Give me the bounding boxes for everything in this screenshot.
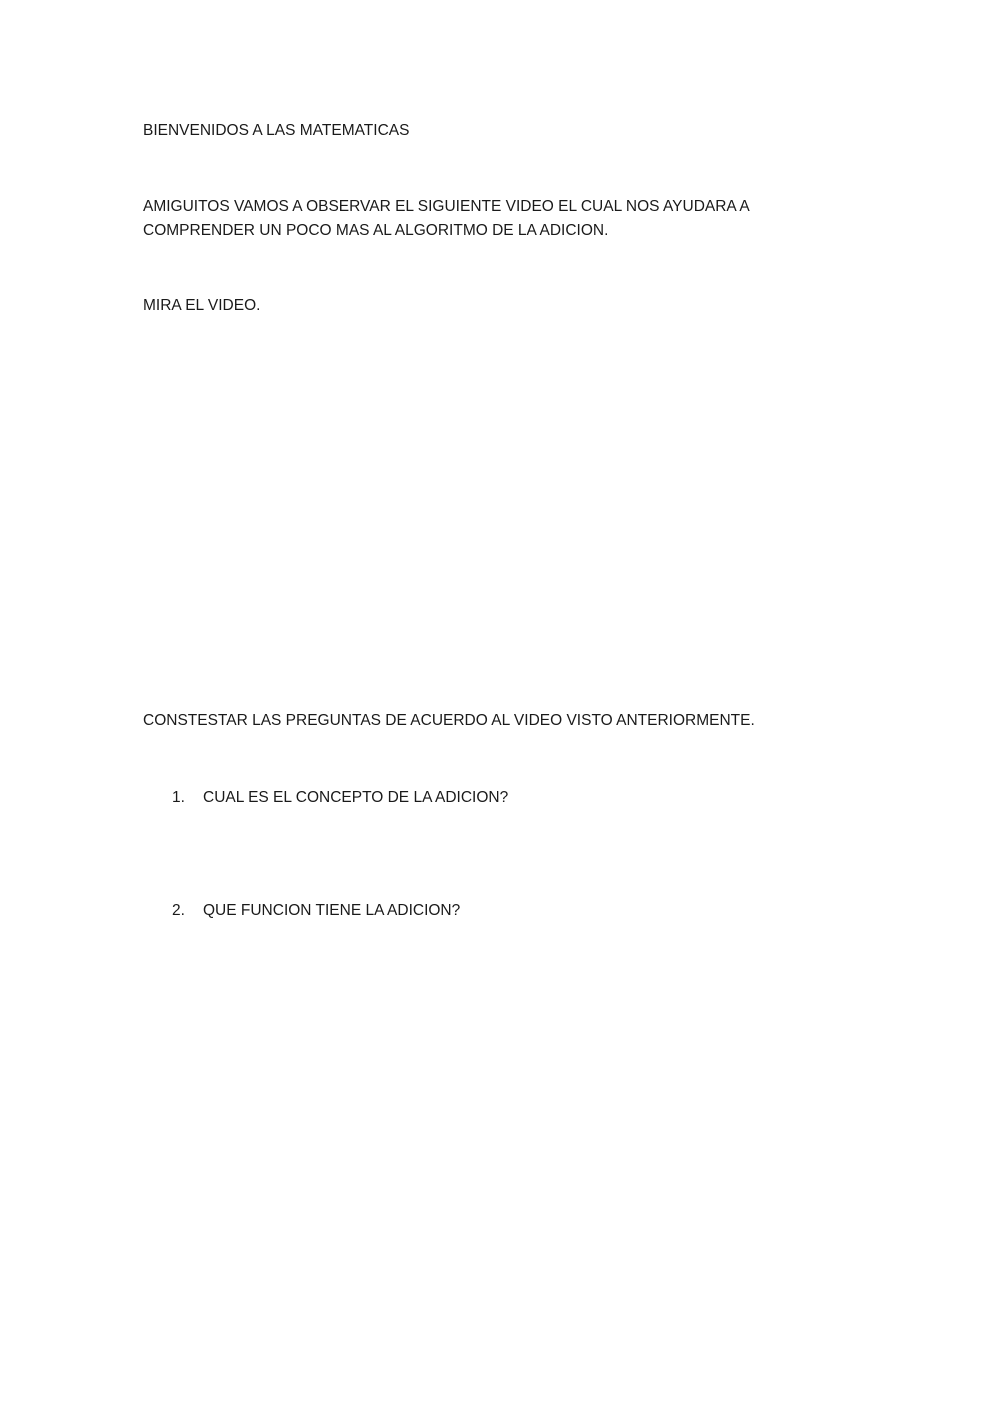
intro-line-1: AMIGUITOS VAMOS A OBSERVAR EL SIGUIENTE VIDEO EL CUAL NOS AYUDARA A — [143, 198, 750, 215]
question-item-1 — [172, 786, 508, 810]
instructions-text: CONSTESTAR LAS PREGUNTAS DE ACUERDO AL VIDEO VISTO ANTERIORMENTE. — [143, 712, 755, 729]
document-title: BIENVENIDOS A LAS MATEMATICAS — [143, 122, 410, 139]
question-number: 2. — [172, 902, 185, 919]
intro-line-2: COMPRENDER UN POCO MAS AL ALGORITMO DE LA ADICION. — [143, 222, 609, 239]
question-number: 1. — [172, 789, 185, 806]
watch-video-prompt: MIRA EL VIDEO. — [143, 297, 261, 314]
question-text: QUE FUNCION TIENE LA ADICION? — [203, 902, 461, 919]
question-text: CUAL ES EL CONCEPTO DE LA ADICION? — [203, 789, 509, 806]
question-item-2 — [172, 899, 460, 923]
